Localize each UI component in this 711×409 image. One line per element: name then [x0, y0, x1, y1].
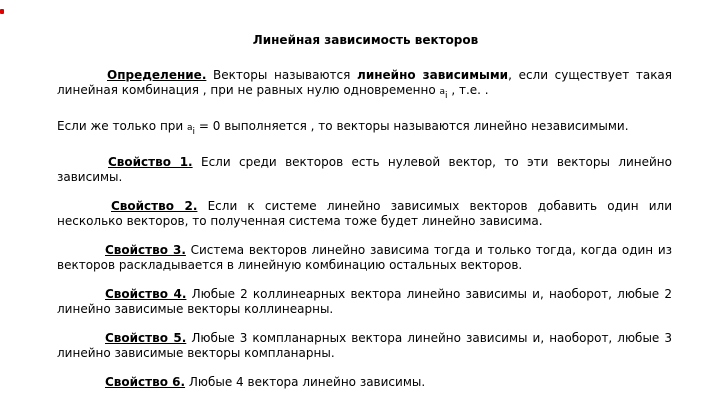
page-title: Линейная зависимость векторов [252, 33, 479, 47]
property-1-text: Если среди векторов есть нулевой вектор, то эти векторы линейно зависимы. [57, 155, 672, 184]
property-6-text: Любые 4 вектора линейно зависимы. [185, 375, 426, 389]
red-marker-dot [0, 9, 4, 14]
definition-subscript: i [445, 91, 448, 101]
independence-paragraph [57, 119, 672, 140]
property-6-term: Свойство 6. [105, 375, 186, 389]
definition-text-c: , т.е. . [447, 83, 489, 97]
independence-subscript: i [192, 127, 196, 137]
property-5-term: Свойство 5. [105, 331, 187, 345]
definition-paragraph [57, 68, 672, 104]
property-5-text: Любые 3 компланарных вектора линейно зависимы и, наоборот, любые 3 линейно зависимые векторы компланарны. [57, 331, 672, 360]
independence-symbol: a [187, 123, 193, 133]
property-4-text: Любые 2 коллинеарных вектора линейно зависимы и, наоборот, любые 2 линейно зависимые векторы коллинеарны. [57, 287, 672, 316]
property-3-text: Система векторов линейно зависима тогда и только тогда, когда один из векторов раскладывается в линейную комбинацию остальных векторов. [57, 243, 673, 272]
property-2-paragraph [57, 199, 672, 229]
property-5-paragraph [57, 331, 672, 361]
definition-text-b: , если существует такая линейная комбинация , при не равных нулю одновременно [57, 68, 673, 97]
property-4-term: Свойство 4. [105, 287, 187, 301]
definition-term: Определение. [107, 68, 207, 82]
property-2-term: Свойство 2. [111, 199, 198, 213]
property-3-term: Свойство 3. [105, 243, 186, 257]
definition-symbol: a [439, 87, 446, 97]
property-6-paragraph [57, 375, 672, 390]
definition-bold-term: линейно зависимыми [357, 68, 509, 82]
property-2-text: Если к системе линейно зависимых векторов добавить один или несколько векторов, то полученная система тоже будет линейно зависима. [57, 199, 672, 228]
definition-text-a: Векторы называются [206, 68, 358, 82]
independence-text-b: = 0 выполняется , то векторы называются линейно независимыми. [195, 119, 629, 133]
property-4-paragraph [57, 287, 672, 317]
independence-text-a: Если же только при [57, 119, 188, 133]
property-1-paragraph [57, 155, 672, 185]
property-3-paragraph [57, 243, 672, 273]
property-1-term: Свойство 1. [108, 155, 193, 169]
